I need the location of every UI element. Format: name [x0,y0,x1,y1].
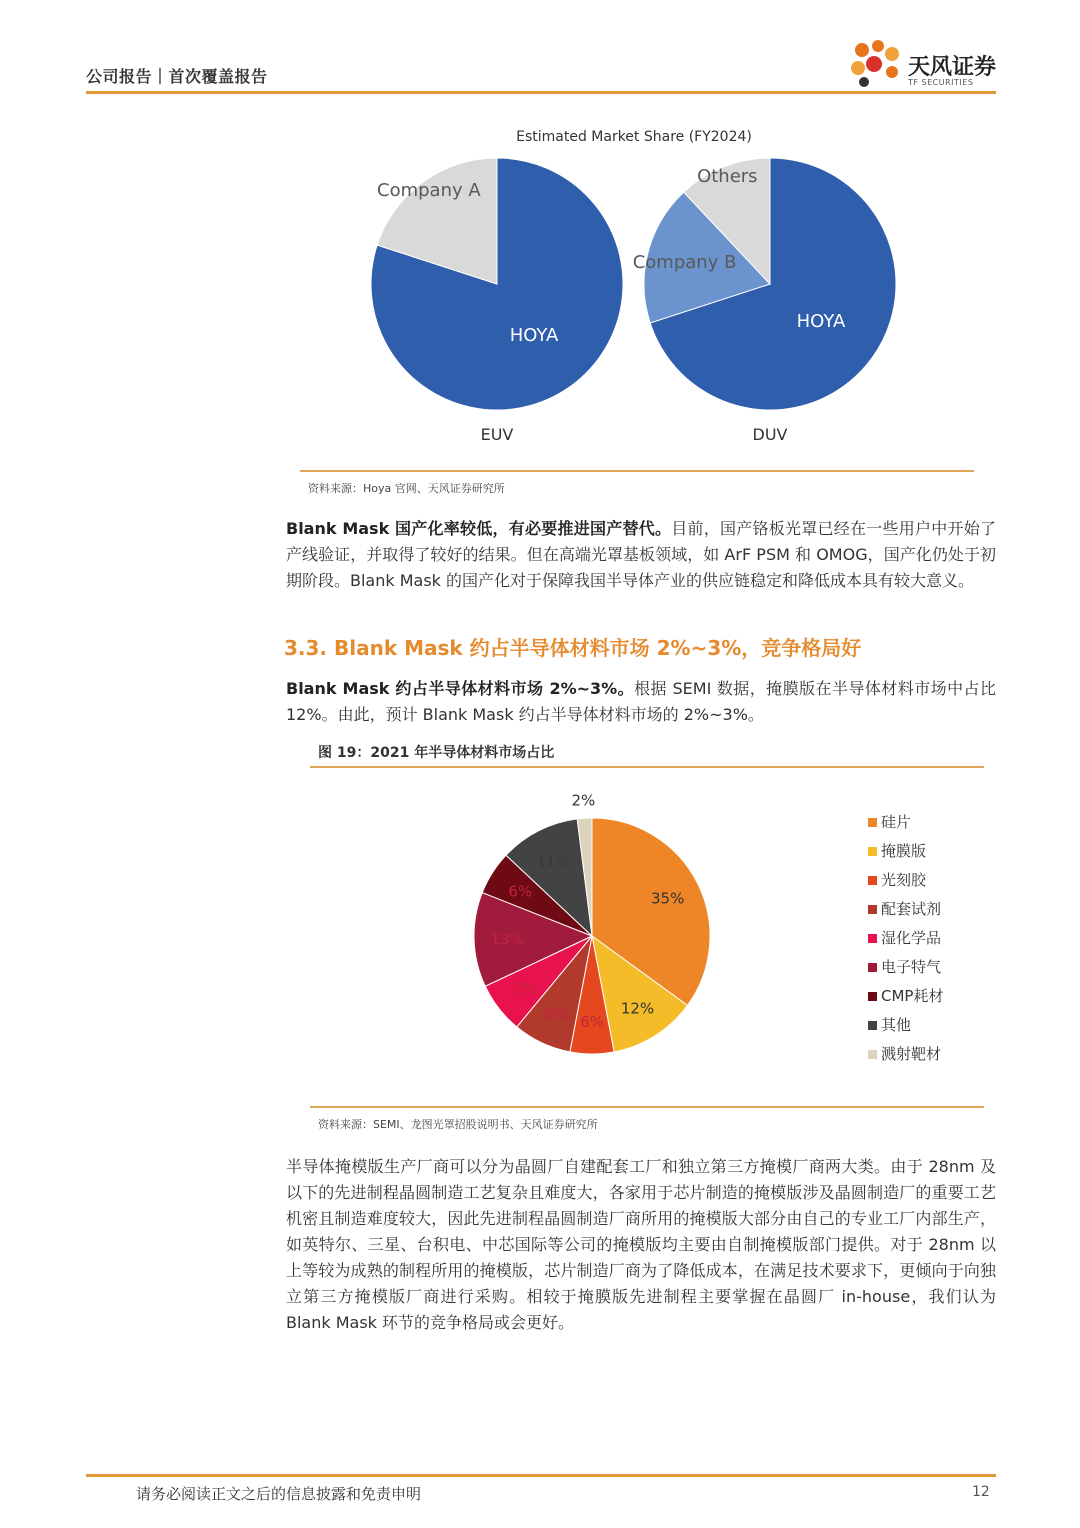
slice-label-hoya: HOYA [509,324,559,346]
legend-item-配套试剂 [868,899,941,919]
euv-pie [371,158,623,410]
legend-item-其他 [868,1015,911,1035]
legend-swatch [868,1050,877,1059]
legend-label: 配套试剂 [881,900,942,918]
footer-disclaimer: 请务必阅读正文之后的信息披露和免责申明 [136,1485,422,1503]
slice-label-company-a: Company A [377,180,481,202]
legend-item-光刻胶 [868,870,926,890]
footer-rule [86,1474,996,1477]
paragraph-lead: Blank Mask 约占半导体材料市场 2%~3%。 [286,679,635,698]
page-number: 12 [972,1484,990,1500]
figure-19-source: 资料来源：SEMI、龙图光罩招股说明书、天风证券研究所 [318,1118,598,1131]
figure-1-source: 资料来源：Hoya 官网、天风证券研究所 [308,482,505,495]
paragraph-localization [286,516,996,594]
market-share-chart [300,120,980,460]
materials-pie [474,791,710,1054]
legend-item-湿化学品 [868,928,941,948]
header-rule [86,91,996,94]
legend-item-掩膜版 [868,841,926,861]
figure-19-rule [310,766,984,768]
legend-swatch [868,992,877,1001]
legend-label: 光刻胶 [881,871,927,889]
logo-english-name: TF SECURITIES [908,78,974,87]
slice-label-cmp耗材: 6% [508,882,533,901]
legend-label: CMP耗材 [881,987,944,1005]
legend-swatch [868,905,877,914]
slice-label-掩膜版: 12% [620,999,655,1018]
legend-label: 硅片 [881,813,912,831]
chart-title: Estimated Market Share (FY2024) [516,129,752,145]
legend-item-溅射靶材 [868,1044,941,1064]
slice-label-hoya: HOYA [796,311,846,333]
legend-label: 溅射靶材 [881,1045,942,1063]
slice-label-其他: 11% [536,852,571,871]
paragraph-market-share [286,676,996,728]
euv-label: EUV [480,425,514,444]
legend-swatch [868,963,877,972]
figure-19-caption: 图 19：2021 年半导体材料市场占比 [318,745,555,761]
slice-label-硅片: 35% [651,889,685,908]
paragraph-lead: Blank Mask 国产化率较低，有必要推进国产替代。 [286,519,672,538]
figure-1-rule [300,470,974,472]
legend-label: 掩膜版 [881,842,927,860]
legend-item-cmp耗材 [868,986,943,1006]
report-type: 公司报告｜首次覆盖报告 [86,67,268,86]
duv-pie [633,158,896,410]
section-title: 3.3. Blank Mask 约占半导体材料市场 2%~3%，竞争格局好 [284,636,862,660]
slice-label-溅射靶材: 2% [571,791,596,810]
legend-swatch [868,876,877,885]
legend-swatch [868,818,877,827]
legend-label: 其他 [881,1016,912,1034]
slice-label-配套试剂: 8% [543,1004,568,1023]
tf-securities-logo [848,38,908,90]
duv-label: DUV [752,425,788,444]
legend-label: 电子特气 [881,958,942,976]
legend-swatch [868,934,877,943]
paragraph-body: 根据 SEMI 数据，掩膜版在半导体材料市场中占比 12%。由此，预计 Blank Mask 约占半导体材料市场的 2%~3%。 [286,679,996,724]
slice-label-湿化学品: 7% [512,980,537,999]
slice-label-company-b: Company B [632,252,737,274]
logo-chinese-name: 天风证券 [908,55,997,80]
legend-item-电子特气 [868,957,941,977]
legend-label: 湿化学品 [881,929,942,947]
slice-label-others: Others [697,166,758,188]
slice-label-光刻胶: 6% [580,1012,604,1031]
legend-swatch [868,1021,877,1030]
paragraph-competition: 半导体掩模版生产厂商可以分为晶圆厂自建配套工厂和独立第三方掩模厂商两大类。由于 28nm 及以下的先进制程晶圆制造工艺复杂且难度大，各家用于芯片制造的掩模版涉及晶圆制造厂的重要工艺机密且制造难度较大，因此先进制程晶圆制造厂商所用的掩模版大部分由自己的专业工厂内部生产，如英特尔、三星、台积电、中芯国际等公司的掩模版均主要由自制掩模版部门提供。对于 28nm 以上等较为成熟的制程所用的掩模版，芯片制造厂商为了降低成本，在满足技术要求下，更倾向于向独立第三方掩模版厂商进行采购。相较于掩膜版先进制程主要掌握在晶圆厂 in-house，我们认为 Blank Mask 环节的竞争格局或会更好。 [286,1157,996,1332]
figure-19-bottom-rule [310,1106,984,1108]
legend-swatch [868,847,877,856]
legend-item-硅片 [868,812,911,832]
paragraph-body: 目前，国产铬板光罩已经在一些用户中开始了产线验证，并取得了较好的结果。但在高端光罩基板领域，如 ArF PSM 和 OMOG，国产化仍处于初期阶段。Blank Mask 的国产化对于保障我国半导体产业的供应链稳定和降低成本具有较大意义。 [286,519,996,590]
slice-label-电子特气: 13% [490,930,524,949]
